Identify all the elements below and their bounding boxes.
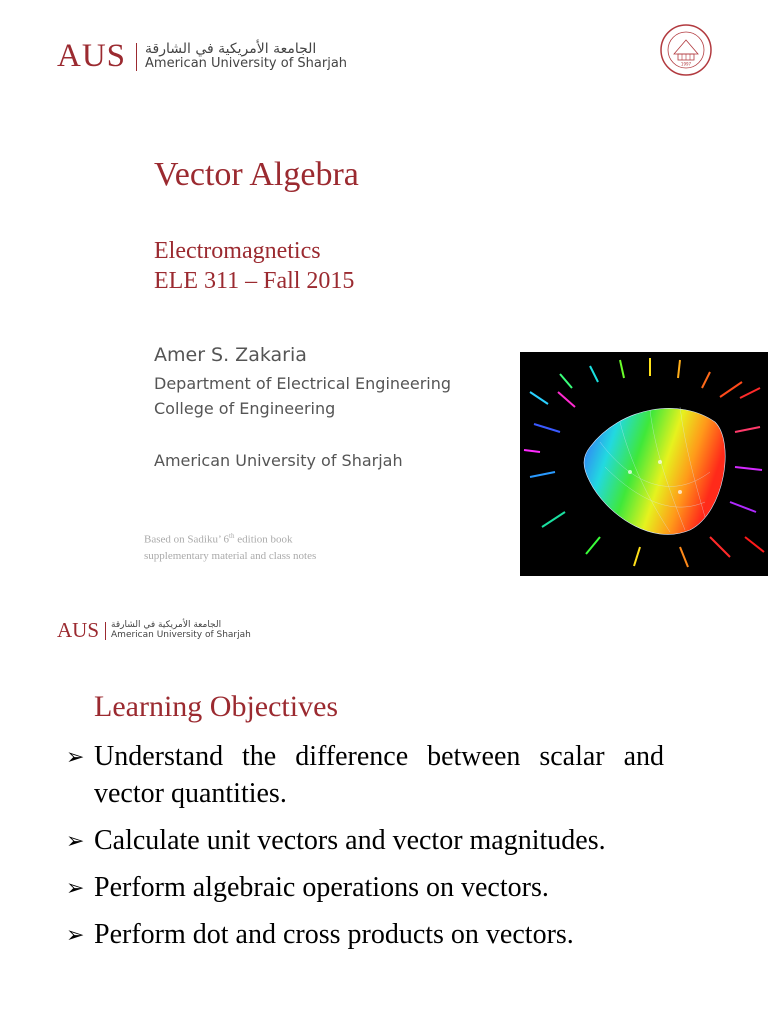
objectives-title: Learning Objectives <box>94 690 339 723</box>
author-name: Amer S. Zakaria <box>154 344 307 366</box>
objectives-list <box>66 738 664 963</box>
arrow-bullet-icon: ➢ <box>66 875 85 900</box>
slide-title: Vector Algebra <box>154 156 359 193</box>
aus-logo <box>57 40 347 73</box>
department-name: Department of Electrical Engineering <box>154 374 452 393</box>
arrow-bullet-icon: ➢ <box>66 744 85 769</box>
source-note: Based on Sadiku’ 6th edition book supplementary material and class notes <box>144 532 317 562</box>
university-seal-icon <box>660 24 712 76</box>
logo-divider <box>136 43 137 71</box>
logo-abbreviation: AUS <box>57 38 127 74</box>
seal-year: 1997 <box>680 61 692 67</box>
logo-english-name: American University of Sharjah <box>145 56 348 72</box>
logo-arabic-name: الجامعة الأمريكية في الشارقة <box>111 620 222 631</box>
arrow-bullet-icon: ➢ <box>66 828 85 853</box>
university-name: American University of Sharjah <box>154 451 403 470</box>
list-item: ➢ Perform dot and cross products on vectors. <box>66 916 664 953</box>
aus-logo-small <box>57 620 251 641</box>
college-name: College of Engineering <box>154 399 336 418</box>
logo-english-name: American University of Sharjah <box>111 629 251 640</box>
logo-divider <box>105 622 106 640</box>
course-code-term: ELE 311 – Fall 2015 <box>154 268 355 294</box>
vector-field-image <box>520 352 768 576</box>
logo-abbreviation: AUS <box>57 618 100 642</box>
logo-arabic-name: الجامعة الأمريكية في الشارقة <box>145 40 317 57</box>
arrow-bullet-icon: ➢ <box>66 922 85 947</box>
list-item: ➢ Understand the difference between scalar and vector quantities. <box>66 738 664 812</box>
list-item: ➢ Perform algebraic operations on vectors. <box>66 869 664 906</box>
course-name: Electromagnetics <box>154 238 321 264</box>
list-item: ➢ Calculate unit vectors and vector magnitudes. <box>66 822 664 859</box>
